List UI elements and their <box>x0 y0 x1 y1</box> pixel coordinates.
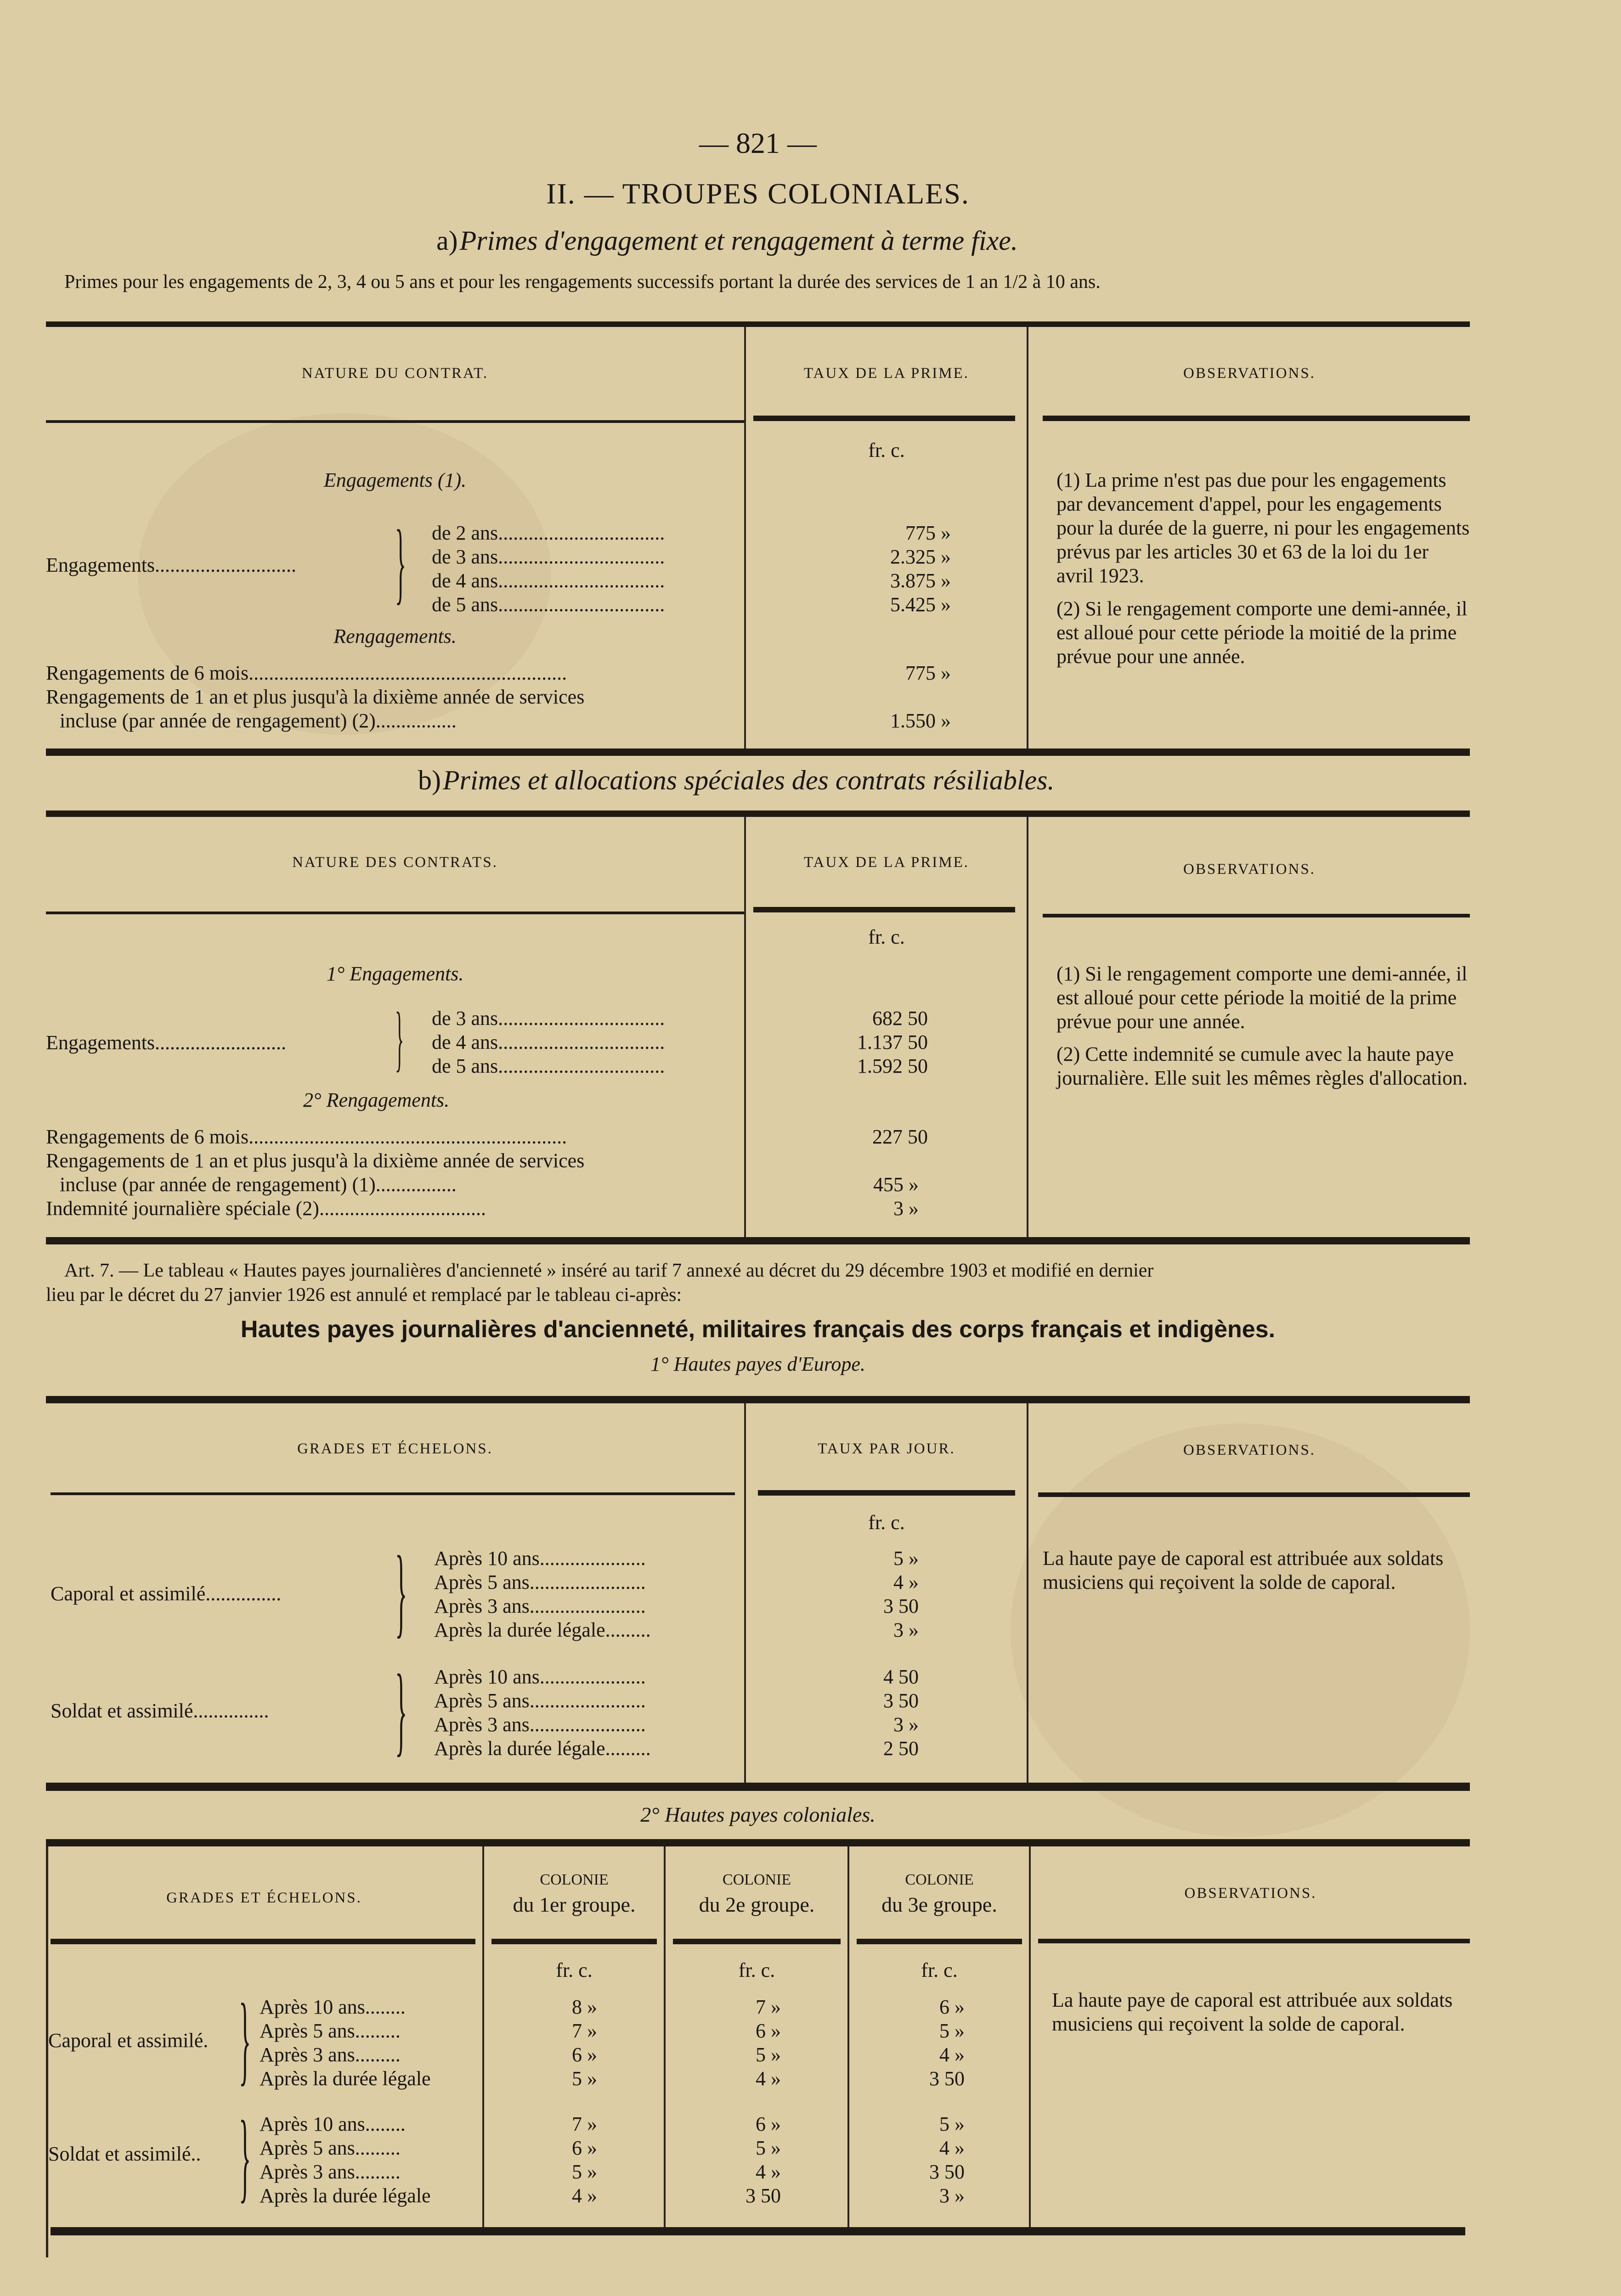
observation-note: La haute paye de caporal est attribuée aux soldats musiciens qui reçoivent la solde de caporal. <box>1052 1989 1453 2035</box>
group-heading: Rengagements. <box>333 625 457 647</box>
table-cell: 455 » <box>873 1173 919 1196</box>
table-row: de 5 ans................................. <box>432 1055 665 1077</box>
table-cell: 5.425 » <box>890 593 951 616</box>
table-cell: 6 » <box>939 1996 965 2018</box>
units-label: fr. c. <box>868 439 905 461</box>
table-row: Après 3 ans....................... <box>434 1713 646 1736</box>
table-rule <box>46 748 1470 756</box>
subsection-a-letter: a) <box>436 225 458 256</box>
table-row: de 2 ans................................. <box>432 522 665 544</box>
table-rule <box>46 1839 1470 1846</box>
table-cell: 6 » <box>572 2043 597 2066</box>
brace: } <box>239 1983 251 2095</box>
table-cell: 7 » <box>572 2020 597 2042</box>
column-divider <box>744 1403 746 1783</box>
column-header: TAUX DE LA PRIME. <box>803 365 970 382</box>
table-row: Indemnité journalière spéciale (2)................................. <box>46 1197 486 1220</box>
table-row: Après la durée légale <box>260 2067 431 2090</box>
table-cell: 5 » <box>939 2113 965 2135</box>
header-rule <box>46 912 744 914</box>
table-row: Après la durée légale......... <box>434 1619 651 1641</box>
group-label: Soldat et assimilé............... <box>51 1699 269 1722</box>
table-rule <box>46 1783 1470 1791</box>
column-header: OBSERVATIONS. <box>1183 365 1316 382</box>
table-row: Après 5 ans......... <box>260 2020 401 2042</box>
table-row: de 5 ans................................. <box>432 593 665 616</box>
brace: } <box>395 997 404 1079</box>
table-row: Après 10 ans........ <box>260 2113 406 2135</box>
table-cell: 7 » <box>756 1996 781 2018</box>
group-heading: 2° Rengagements. <box>303 1089 450 1111</box>
table-cell: 6 » <box>572 2137 597 2159</box>
brace: } <box>239 2100 251 2212</box>
table-cell: 3 50 <box>929 2067 965 2090</box>
table-cell: 5 » <box>893 1547 919 1570</box>
paper-stain <box>1011 1424 1470 1837</box>
table-row: de 4 ans................................. <box>432 569 665 592</box>
table-row: Après la durée légale......... <box>434 1737 651 1760</box>
table-cell: 4 » <box>893 1571 919 1593</box>
column-header: OBSERVATIONS. <box>1183 1442 1316 1458</box>
table-cell: 3 » <box>893 1197 919 1220</box>
table-cell: 1.592 50 <box>857 1055 928 1077</box>
header-rule <box>46 420 744 423</box>
observation-note: (1) La prime n'est pas due pour les engagements par devancement d'appel, pour les engagements pour la durée de la guerre, ni pour les engagements prévus par les articles 30 et 63 de la loi du 1er avril 1923. <box>1056 469 1470 587</box>
table-cell: 775 » <box>905 662 951 684</box>
article-7-line1: Art. 7. — Le tableau « Hautes payes journalières d'ancienneté » inséré au tarif 7 annexé au décret du 29 décembre 1903 et modifié en dernier <box>64 1260 1154 1281</box>
table-cell: 2.325 » <box>890 546 951 568</box>
table-row: Après 5 ans....................... <box>434 1571 646 1593</box>
header-rule <box>1038 1939 1470 1943</box>
brace: } <box>395 512 406 613</box>
observation-note: La haute paye de caporal est attribuée aux soldats musiciens qui reçoivent la solde de caporal. <box>1043 1547 1444 1593</box>
table-cell: 3 » <box>893 1713 919 1736</box>
subsection-a-intro: Primes pour les engagements de 2, 3, 4 ou 5 ans et pour les rengagements successifs portant la durée des services de 1 an 1/2 à 10 ans. <box>64 271 1101 293</box>
column-divider <box>1027 1403 1028 1783</box>
subsection-b-heading <box>418 765 1153 796</box>
header-rule <box>758 1490 1015 1496</box>
table-row: de 4 ans................................. <box>432 1031 665 1053</box>
table-cell: 4 » <box>756 2161 781 2183</box>
table-row: Après 10 ans..................... <box>434 1666 646 1688</box>
brace: } <box>395 1535 407 1647</box>
column-header: NATURE DU CONTRAT. <box>301 365 489 382</box>
header-rule <box>491 1939 657 1944</box>
units-label: fr. c. <box>556 1959 593 1981</box>
column-divider <box>664 1846 666 2228</box>
table-row: incluse (par année de rengagement) (2)................ <box>60 709 457 732</box>
table-row: Après 10 ans........ <box>260 1996 406 2018</box>
header-rule <box>753 416 1015 421</box>
column-divider <box>1027 817 1028 1237</box>
article-7-line2: lieu par le décret du 27 janvier 1926 est annulé et remplacé par le tableau ci-après: <box>46 1284 682 1306</box>
column-header: TAUX PAR JOUR. <box>818 1441 955 1457</box>
column-divider <box>744 327 746 748</box>
header-rule <box>51 1492 735 1495</box>
group-label: Engagements............................ <box>46 554 297 576</box>
table-cell: 6 » <box>756 2020 781 2042</box>
table-cell: 2 50 <box>883 1737 919 1760</box>
column-divider <box>847 1846 849 2228</box>
table-cell: 7 » <box>572 2113 597 2135</box>
header-rule <box>1043 914 1470 917</box>
colony-header-3: COLONIE du 3e groupe. <box>881 1871 997 1916</box>
observation-note: (1) Si le rengagement comporte une demi-année, il est alloué pour cette période la moitié de la prime prévue pour une année. <box>1056 962 1468 1033</box>
table-rule <box>51 2227 1465 2235</box>
subsection-b-title: Primes et allocations spéciales des contrats résiliables. <box>442 765 1055 795</box>
column-divider <box>1029 1846 1031 2228</box>
table-row: Après la durée légale <box>260 2184 431 2207</box>
header-rule <box>673 1939 841 1944</box>
table-cell: 4 » <box>939 2137 965 2159</box>
table-cell: 5 » <box>756 2137 781 2159</box>
colony-header-1: COLONIE du 1er groupe. <box>513 1871 636 1916</box>
header-rule <box>857 1939 1022 1944</box>
margin-line <box>46 1846 48 2257</box>
header-rule <box>753 907 1015 912</box>
table-row: Rengagements de 1 an et plus jusqu'à la dixième année de services <box>46 1149 585 1172</box>
table-row: de 3 ans................................. <box>432 1007 665 1030</box>
table-row: Après 5 ans......... <box>260 2137 401 2159</box>
column-header: GRADES ET ÉCHELONS. <box>166 1890 362 1906</box>
table-cell: 3 50 <box>883 1595 919 1617</box>
table-row: Après 3 ans....................... <box>434 1595 646 1617</box>
table-cell: 3 » <box>893 1619 919 1641</box>
column-header: NATURE DES CONTRATS. <box>292 854 498 871</box>
table-cell: 3 50 <box>746 2184 781 2207</box>
table-row: incluse (par année de rengagement) (1)................ <box>60 1173 457 1196</box>
section-title: II. — TROUPES COLONIALES. <box>546 177 970 210</box>
table-cell: 775 » <box>905 522 951 544</box>
table-cell: 4 » <box>756 2067 781 2090</box>
coloniales-subtitle: 2° Hautes payes coloniales. <box>640 1803 875 1826</box>
table-row: Rengagements de 6 mois............................................................... <box>46 662 567 684</box>
table-cell: 682 50 <box>872 1007 928 1030</box>
column-divider <box>482 1846 484 2228</box>
page-number: — 821 — <box>699 127 817 159</box>
table-cell: 4 50 <box>883 1666 919 1688</box>
units-label: fr. c. <box>738 1959 775 1981</box>
table-row: de 3 ans................................. <box>432 546 665 568</box>
units-label: fr. c. <box>868 1511 905 1534</box>
header-rule <box>51 1939 475 1944</box>
subsection-a-title: Primes d'engagement et rengagement à terme fixe. <box>459 225 1018 256</box>
column-header: OBSERVATIONS. <box>1183 861 1316 878</box>
table-cell: 5 » <box>572 2067 597 2090</box>
table-rule <box>46 810 1470 817</box>
subsection-a-heading <box>436 225 1079 257</box>
table-cell: 8 » <box>572 1996 597 2018</box>
observation-note: (2) Cette indemnité se cumule avec la haute paye journalière. Elle suit les mêmes règles d'allocation. <box>1056 1043 1468 1089</box>
column-header: GRADES ET ÉCHELONS. <box>297 1441 493 1457</box>
table-row: Rengagements de 6 mois............................................................... <box>46 1125 567 1148</box>
table-row: Après 5 ans....................... <box>434 1689 646 1712</box>
header-rule <box>1038 1492 1470 1497</box>
table-cell: 3.875 » <box>890 569 951 592</box>
table-cell: 5 » <box>939 2020 965 2042</box>
column-header: OBSERVATIONS. <box>1184 1885 1317 1902</box>
europe-subtitle: 1° Hautes payes d'Europe. <box>650 1353 865 1375</box>
group-label: Caporal et assimilé. <box>48 2029 209 2052</box>
group-heading: 1° Engagements. <box>326 962 464 985</box>
group-label: Caporal et assimilé............... <box>51 1582 282 1605</box>
column-divider <box>744 817 746 1237</box>
colony-header-2: COLONIE du 2e groupe. <box>699 1871 815 1916</box>
header-rule <box>1043 416 1470 421</box>
column-divider <box>1027 327 1028 748</box>
article-7-heading: Hautes payes journalières d'ancienneté, militaires français des corps français et indigènes. <box>240 1316 1276 1343</box>
group-label: Engagements.......................... <box>46 1031 287 1054</box>
subsection-b-letter: b) <box>418 765 441 795</box>
table-cell: 3 50 <box>929 2161 965 2183</box>
brace: } <box>395 1654 407 1766</box>
table-cell: 1.550 » <box>890 709 951 732</box>
observation-note: (2) Si le rengagement comporte une demi-année, il est alloué pour cette période la moitié de la prime prévue pour une année. <box>1056 597 1468 668</box>
table-cell: 227 50 <box>872 1125 928 1148</box>
units-label: fr. c. <box>921 1959 958 1981</box>
table-row: Après 10 ans..................... <box>434 1547 646 1570</box>
table-cell: 4 » <box>572 2184 597 2207</box>
table-cell: 5 » <box>572 2161 597 2183</box>
table-rule <box>46 1237 1470 1244</box>
column-header: TAUX DE LA PRIME. <box>803 854 970 871</box>
group-heading: Engagements (1). <box>323 469 467 491</box>
table-cell: 4 » <box>939 2043 965 2066</box>
table-row: Après 3 ans......... <box>260 2043 401 2066</box>
group-label: Soldat et assimilé.. <box>48 2143 201 2165</box>
units-label: fr. c. <box>868 926 905 948</box>
table-cell: 6 » <box>756 2113 781 2135</box>
table-rule <box>46 321 1470 327</box>
table-row: Après 3 ans......... <box>260 2161 401 2183</box>
table-cell: 3 50 <box>883 1689 919 1712</box>
table-rule <box>46 1396 1470 1403</box>
table-cell: 5 » <box>756 2043 781 2066</box>
table-row: Rengagements de 1 an et plus jusqu'à la dixième année de services <box>46 686 585 708</box>
table-cell: 3 » <box>939 2184 965 2207</box>
table-cell: 1.137 50 <box>857 1031 928 1053</box>
